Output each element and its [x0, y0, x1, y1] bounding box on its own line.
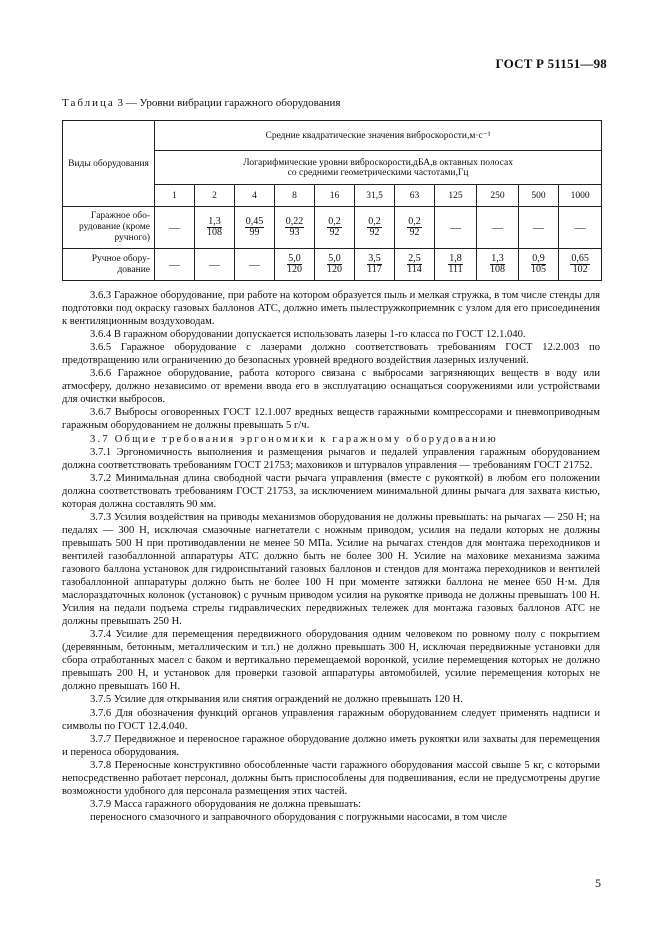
- fraction-value: [285, 217, 305, 238]
- value-cell: [155, 207, 195, 249]
- fraction-numerator: 0,2: [408, 216, 421, 227]
- fraction-numerator: 0,65: [571, 253, 589, 264]
- row-label: [63, 249, 155, 281]
- paragraph-3-7-1: 3.7.1 Эргономичность выполнения и размещения рычагов и педалей управления гаражным оборудованием должна соответствовать требованиям ГОСТ 21753; маховиков и штурвалов управления — требованиям ГОСТ 21752.: [62, 446, 600, 471]
- section-heading-3-7: 3.7 Общие требования эргономики к гаражному оборудованию: [90, 433, 498, 445]
- dash-value: —: [492, 221, 503, 234]
- fraction-denominator: 108: [207, 227, 222, 238]
- fraction-numerator: 0,22: [285, 216, 304, 227]
- dash-value: —: [169, 258, 180, 271]
- fraction-numerator: 0,45: [245, 216, 264, 227]
- paragraph-3-6-7: 3.6.7 Выбросы оговоренных ГОСТ 12.1.007 вредных веществ гаражными компрессорами и пневмоприводным гаражным оборудованием не должны превышать 5 г/ч.: [62, 407, 600, 432]
- frequency-cell: 125: [435, 185, 477, 207]
- paragraph-3-7-3: 3.7.3 Усилия воздействия на приводы механизмов оборудования не должны превышать: на рычагах — 250 Н; на педалях — 300 Н, исключая смазочные нагнетатели с ножным приводом, усилия на педали которых не должны превышать 500 Н при противодавлении не менее 50 МПа. Усилие на рычагах стендов для монтажа переходников и вентилей газобаллонной аппаратуры АТС должно быть не более 300 Н. Усилие на маховике механизма зажима газового баллона установок для гидроиспытаний газовых баллонов и стендов для монтажа переходников и вентилей газобаллонной аппаратуры должно быть не более 100 Н при моменте затяжки баллона не менее 650 Н·м. Для маслораздаточных колонок (установок) с ручным приводом усилия на рукоятке привода не должны превышать 100 Н. Усилия на педали подъема стрелы гидравлических передвижных тележек для монтажа газовых баллонов АТС не должны превышать 250 Н.: [62, 511, 600, 628]
- paragraph-3-7-9-continued: переносного смазочного и заправочного оборудования с погружными насосами, в том числе: [90, 811, 507, 823]
- value-cell: [275, 207, 315, 249]
- fraction-value: [287, 254, 302, 275]
- equipment-type-header: Виды оборудования: [63, 121, 155, 207]
- value-cell: [435, 249, 477, 281]
- fraction-denominator: 92: [329, 227, 340, 238]
- row-label-line: дование: [117, 264, 150, 275]
- fraction-value: [327, 217, 342, 238]
- fraction-numerator: 0,9: [532, 253, 545, 264]
- page-number: 5: [595, 876, 601, 890]
- fraction-numerator: 5,0: [328, 253, 341, 264]
- frequency-cell: 250: [477, 185, 519, 207]
- fraction-numerator: 1,8: [449, 253, 462, 264]
- document-body: [62, 289, 600, 824]
- paragraph-3-7-6: 3.7.6 Для обозначения функций органов управления гаражным оборудованием следует применять надписи и символы по ГОСТ 12.4.040.: [62, 707, 600, 732]
- paragraph-3-6-6: 3.6.6 Гаражное оборудование, работа которого связана с выбросами загрязняющих веществ в воду или атмосферу, должно независимо от времени ввода его в эксплуатацию оснащаться сооружениями или устройствами для очистки выбросов.: [62, 368, 600, 406]
- fraction-denominator: 117: [367, 264, 382, 275]
- paragraph-3-6-4: 3.6.4 В гаражном оборудовании допускается использовать лазеры 1-го класса по ГОСТ 12.1.040.: [90, 329, 526, 341]
- value-cell: [355, 207, 395, 249]
- fraction-value: [407, 217, 422, 238]
- fraction-numerator: 3,5: [368, 253, 381, 264]
- fraction-numerator: 1,3: [491, 253, 504, 264]
- log-levels-header: [155, 151, 602, 185]
- paragraph-3-6-3: 3.6.3 Гаражное оборудование, при работе на котором образуется пыль и мелкая стружка, в том числе стенды для подготовки под окраску газовых баллонов АТС, должно иметь пылестружкоприемник с узлом для его присоединения к вентиляционным воздуховодам.: [62, 290, 600, 328]
- vibration-table: [62, 120, 602, 281]
- frequency-cell: 4: [235, 185, 275, 207]
- value-cell: [355, 249, 395, 281]
- frequency-cell: 8: [275, 185, 315, 207]
- value-cell: [435, 207, 477, 249]
- value-cell: [195, 207, 235, 249]
- frequency-cell: 1000: [559, 185, 602, 207]
- fraction-value: [367, 217, 382, 238]
- row-label-line: ручного): [114, 233, 150, 243]
- table-row: [63, 207, 602, 249]
- row-label-line: рудование (кроме: [78, 222, 150, 232]
- fraction-denominator: 102: [572, 264, 588, 275]
- fraction-numerator: 1,3: [208, 216, 221, 227]
- fraction-value: [367, 254, 382, 275]
- log-levels-header-line-1: Логарифмические уровни виброскорости,дБА,в октавных полосах: [243, 157, 513, 168]
- dash-value: —: [574, 221, 586, 234]
- fraction-numerator: 0,2: [368, 216, 381, 227]
- fraction-denominator: 99: [249, 227, 260, 238]
- dash-value: —: [209, 258, 220, 271]
- paragraph-3-7-5: 3.7.5 Усилие для открывания или снятия ограждений не должно превышать 120 Н.: [90, 694, 463, 706]
- row-label-line: Гаражное обо-: [90, 211, 150, 221]
- value-cell: [315, 249, 355, 281]
- value-cell: [235, 249, 275, 281]
- value-cell: [519, 207, 559, 249]
- dash-value: —: [533, 221, 544, 234]
- frequency-cell: 2: [195, 185, 235, 207]
- fraction-denominator: 120: [327, 264, 342, 275]
- paragraph-3-7-8: 3.7.8 Переносные конструктивно обособленные части гаражного оборудования массой свыше 5 кг, с которыми непосредственно работает персонал, должны быть приспособлены для подвешивания, если не предусмотрены другие возможности удобного для персонала размещения этих частей.: [62, 759, 600, 797]
- value-cell: [315, 207, 355, 249]
- fraction-value: [570, 254, 590, 275]
- fraction-value: [448, 254, 463, 275]
- value-cell: [559, 249, 602, 281]
- fraction-denominator: 120: [287, 264, 302, 275]
- value-cell: [235, 207, 275, 249]
- fraction-numerator: 5,0: [288, 253, 301, 264]
- fraction-denominator: 111: [448, 264, 463, 275]
- value-cell: [477, 207, 519, 249]
- frequency-cell: 1: [155, 185, 195, 207]
- frequency-cell: 31,5: [355, 185, 395, 207]
- fraction-denominator: 108: [490, 264, 505, 275]
- fraction-value: [407, 254, 422, 275]
- value-cell: [195, 249, 235, 281]
- paragraph-3-7-7: 3.7.7 Передвижное и переносное гаражное оборудование должно иметь рукоятки или захваты для перемещения и переноса оборудования.: [62, 733, 600, 758]
- paragraph-3-7-2: 3.7.2 Минимальная длина свободной части рычага управления (вместе с рукояткой) в любом его положении должна соответствовать требованиям ГОСТ 21753, за исключением минимальной длины рычага для захвата кистью, которая должна составлять 90 мм.: [62, 472, 600, 510]
- fraction-value: [207, 217, 222, 238]
- value-cell: [275, 249, 315, 281]
- value-cell: [519, 249, 559, 281]
- fraction-denominator: 105: [531, 264, 546, 275]
- standard-header: ГОСТ Р 51151—98: [495, 56, 607, 71]
- row-label: [63, 207, 155, 249]
- dash-value: —: [169, 221, 180, 234]
- fraction-denominator: 92: [409, 227, 420, 238]
- fraction-denominator: 114: [407, 264, 422, 275]
- fraction-numerator: 0,2: [328, 216, 341, 227]
- table-caption-text: 3 — Уровни вибрации гаражного оборудования: [117, 97, 341, 109]
- fraction-denominator: 93: [289, 227, 300, 238]
- value-cell: [559, 207, 602, 249]
- fraction-value: [531, 254, 546, 275]
- table-caption: [62, 97, 340, 109]
- fraction-value: [245, 217, 265, 238]
- rms-velocity-header: Средние квадратические значения виброскорости,м·с⁻¹: [155, 121, 602, 151]
- table-row: [63, 249, 602, 281]
- frequency-cell: 63: [395, 185, 435, 207]
- table-caption-label: Таблица: [62, 97, 115, 109]
- log-levels-header-line-2: со средними геометрическими частотами,Гц: [287, 167, 469, 178]
- value-cell: [155, 249, 195, 281]
- paragraph-3-6-5: 3.6.5 Гаражное оборудование с лазерами должно соответствовать требованиям ГОСТ 12.2.003 по предотвращению или ограничению до безопасных уровней вредного воздействия лазерных излучений.: [62, 342, 600, 367]
- value-cell: [395, 207, 435, 249]
- fraction-value: [327, 254, 342, 275]
- fraction-value: [490, 254, 505, 275]
- dash-value: —: [450, 221, 461, 234]
- value-cell: [395, 249, 435, 281]
- fraction-numerator: 2,5: [408, 253, 421, 264]
- paragraph-3-7-9: 3.7.9 Масса гаражного оборудования не должна превышать:: [90, 798, 362, 810]
- paragraph-3-7-4: 3.7.4 Усилие для перемещения передвижного оборудования одним человеком по ровному полу с покрытием (деревянным, бетонным, металлическим и т.п.) не должно превышать 300 Н, исключая передвижные установки для сбора отработанных масел с баком и вертикально перемещаемой воронкой, усилие перемещения которых не должно превышать 200 Н, и установок для проверки газовой аппаратуры автомобилей, усилие перемещения которых не должно превышать 160 Н.: [62, 629, 600, 693]
- dash-value: —: [249, 258, 260, 271]
- fraction-denominator: 92: [369, 227, 380, 238]
- frequency-cell: 500: [519, 185, 559, 207]
- row-label-line: Ручное обору-: [91, 253, 150, 264]
- frequency-cell: 16: [315, 185, 355, 207]
- value-cell: [477, 249, 519, 281]
